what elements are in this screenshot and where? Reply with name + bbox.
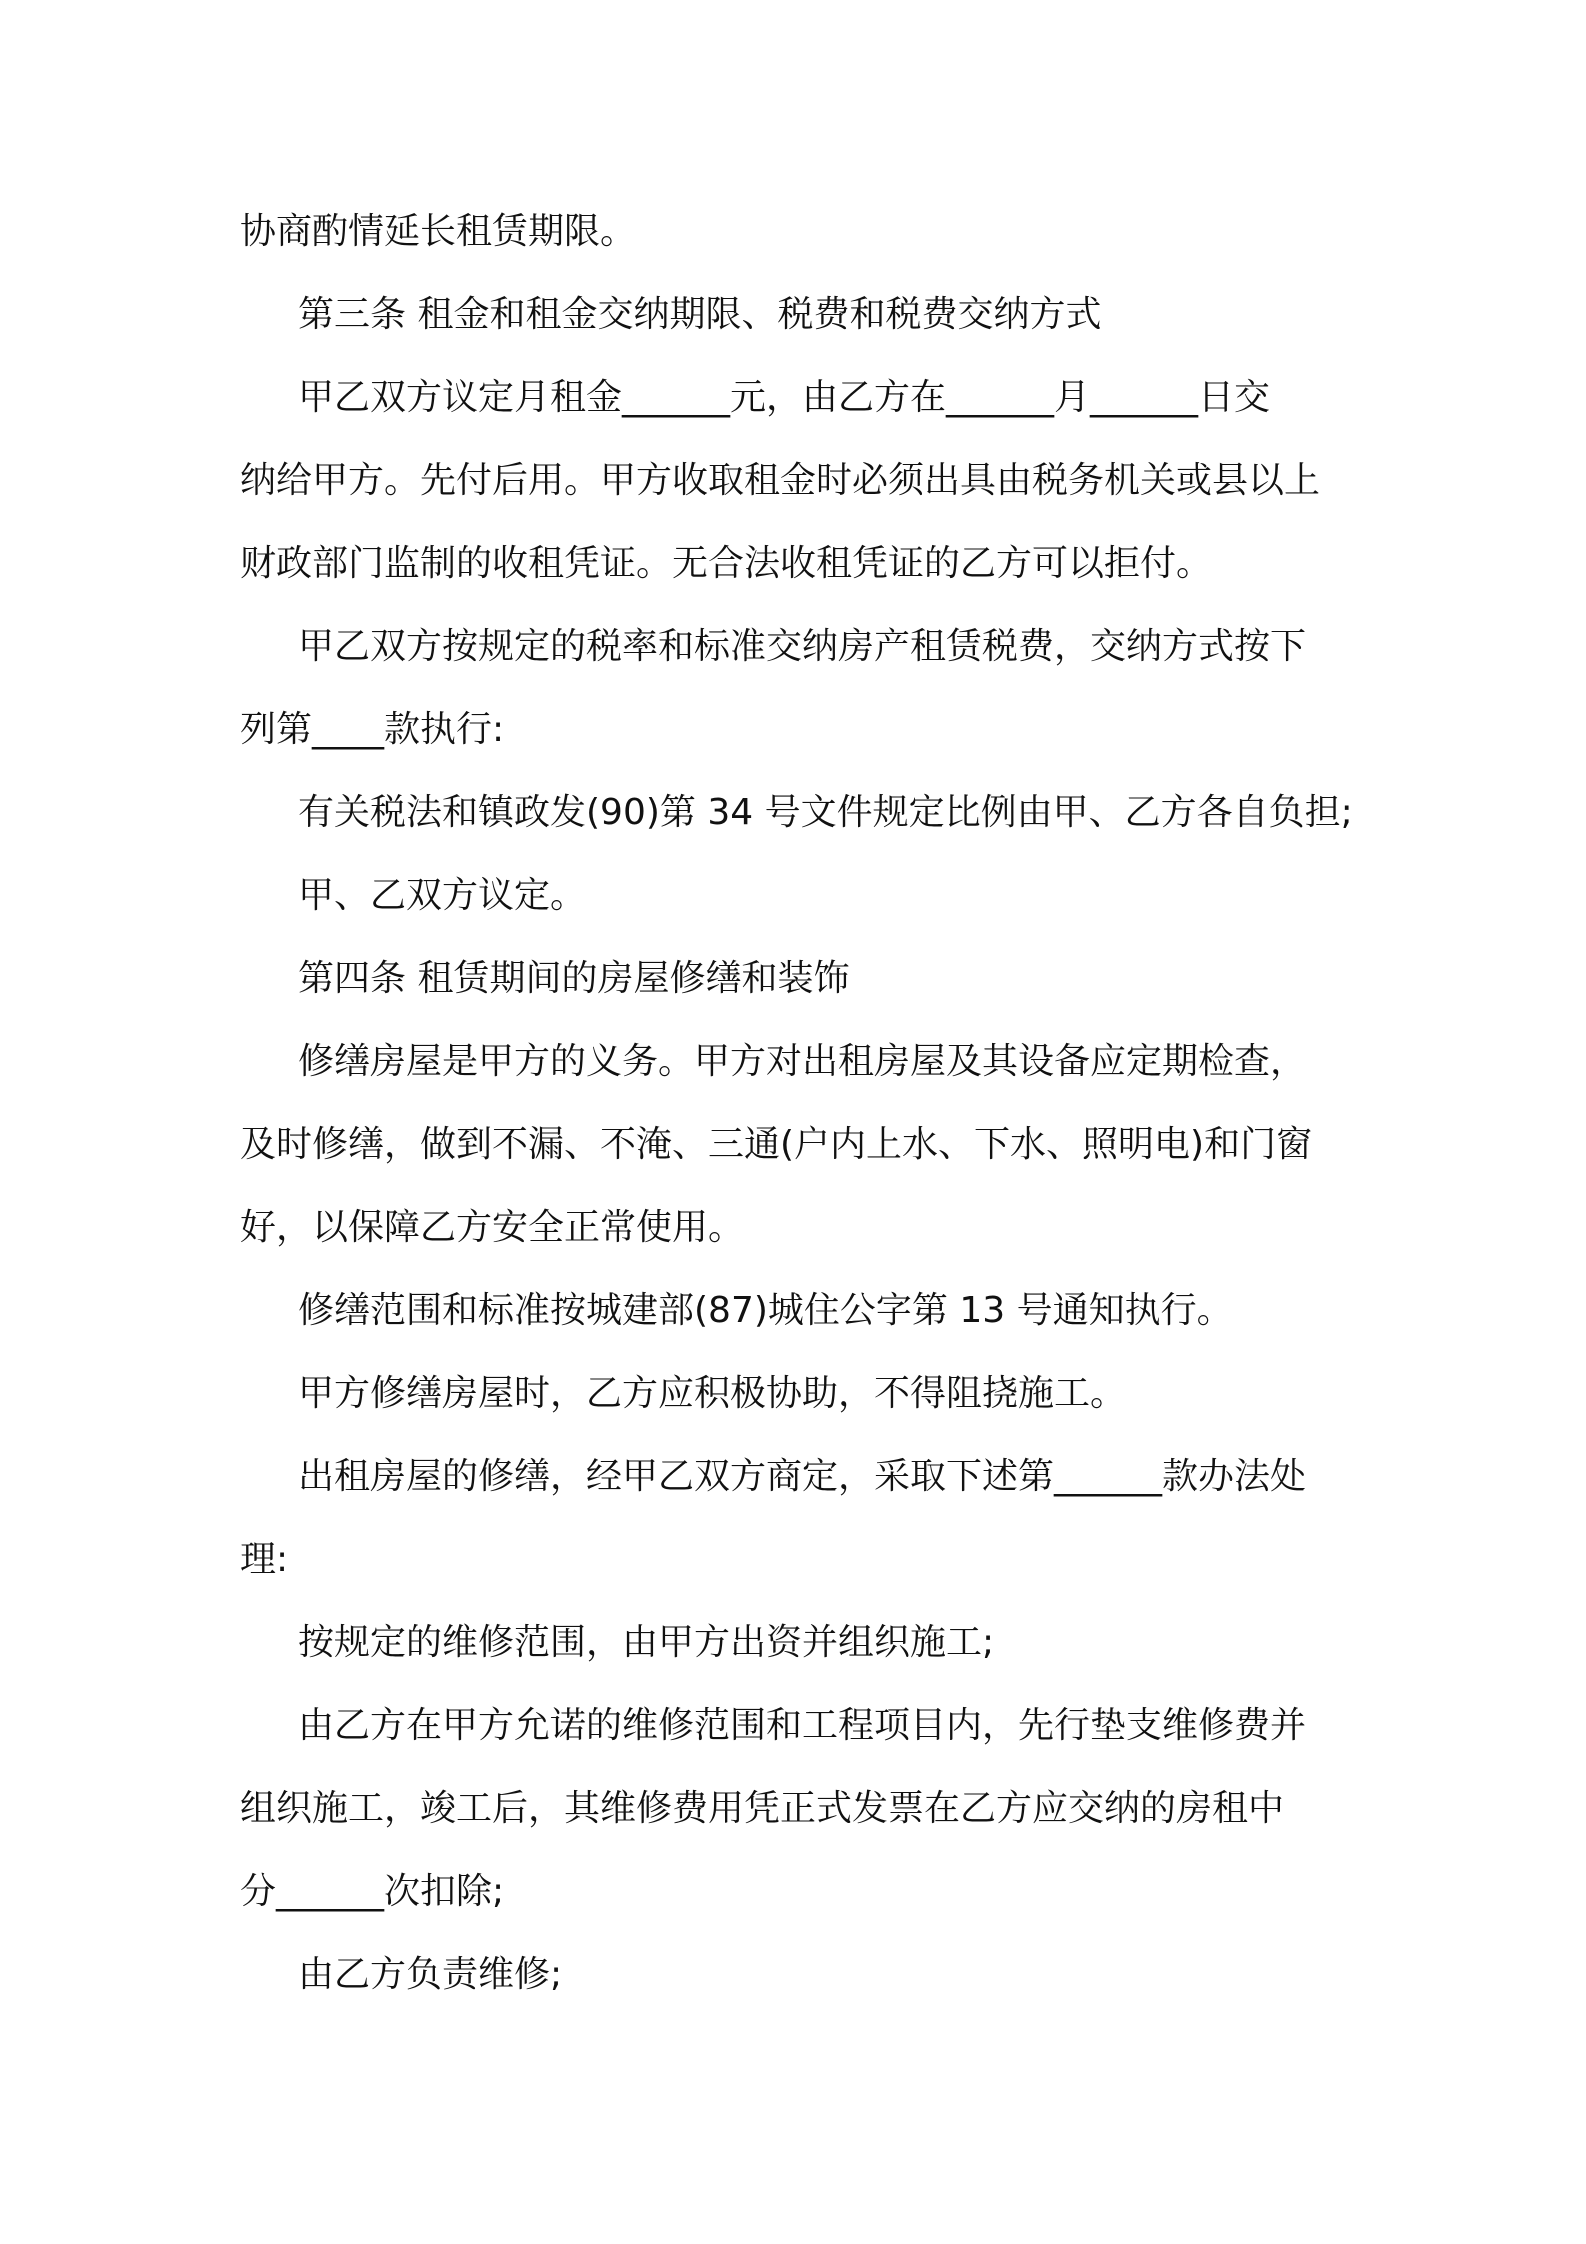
text-line: 财政部门监制的收租凭证。无合法收租凭证的乙方可以拒付。 [240,543,1213,584]
text-line: 分______次扣除; [240,1871,505,1912]
text-line: 纳给甲方。先付后用。甲方收取租金时必须出具由税务机关或县以上 [240,460,1321,501]
text-line: 及时修缮，做到不漏、不淹、三通(户内上水、下水、照明电)和门窗 [240,1124,1313,1165]
text-line: 修缮范围和标准按城建部(87)城住公字第 13 号通知执行。 [298,1290,1233,1331]
text-line: 甲乙双方按规定的税率和标准交纳房产租赁税费，交纳方式按下 [298,626,1307,667]
text-line: 按规定的维修范围，由甲方出资并组织施工; [298,1622,995,1663]
text-line: 甲、乙双方议定。 [298,875,587,916]
text-line: 甲方修缮房屋时，乙方应积极协助，不得阻挠施工。 [298,1373,1127,1414]
text-line: 列第____款执行: [240,709,505,750]
text-line: 有关税法和镇政发(90)第 34 号文件规定比例由甲、乙方各自负担; [298,792,1353,833]
text-line: 由乙方负责维修; [298,1954,563,1995]
text-line: 修缮房屋是甲方的义务。甲方对出租房屋及其设备应定期检查， [298,1041,1307,1082]
text-line: 协商酌情延长租赁期限。 [240,211,637,252]
article-3-heading: 第三条 租金和租金交纳期限、税费和税费交纳方式 [298,294,1102,335]
text-line: 组织施工，竣工后，其维修费用凭正式发票在乙方应交纳的房租中 [240,1788,1285,1829]
article-4-heading: 第四条 租赁期间的房屋修缮和装饰 [298,958,850,999]
text-line: 甲乙双方议定月租金______元，由乙方在______月______日交 [298,377,1271,418]
text-line: 理: [240,1539,289,1580]
text-line: 出租房屋的修缮，经甲乙双方商定，采取下述第______款办法处 [298,1456,1307,1497]
text-line: 好，以保障乙方安全正常使用。 [240,1207,745,1248]
document-body [240,190,1355,2016]
text-line: 由乙方在甲方允诺的维修范围和工程项目内，先行垫支维修费并 [298,1705,1307,1746]
